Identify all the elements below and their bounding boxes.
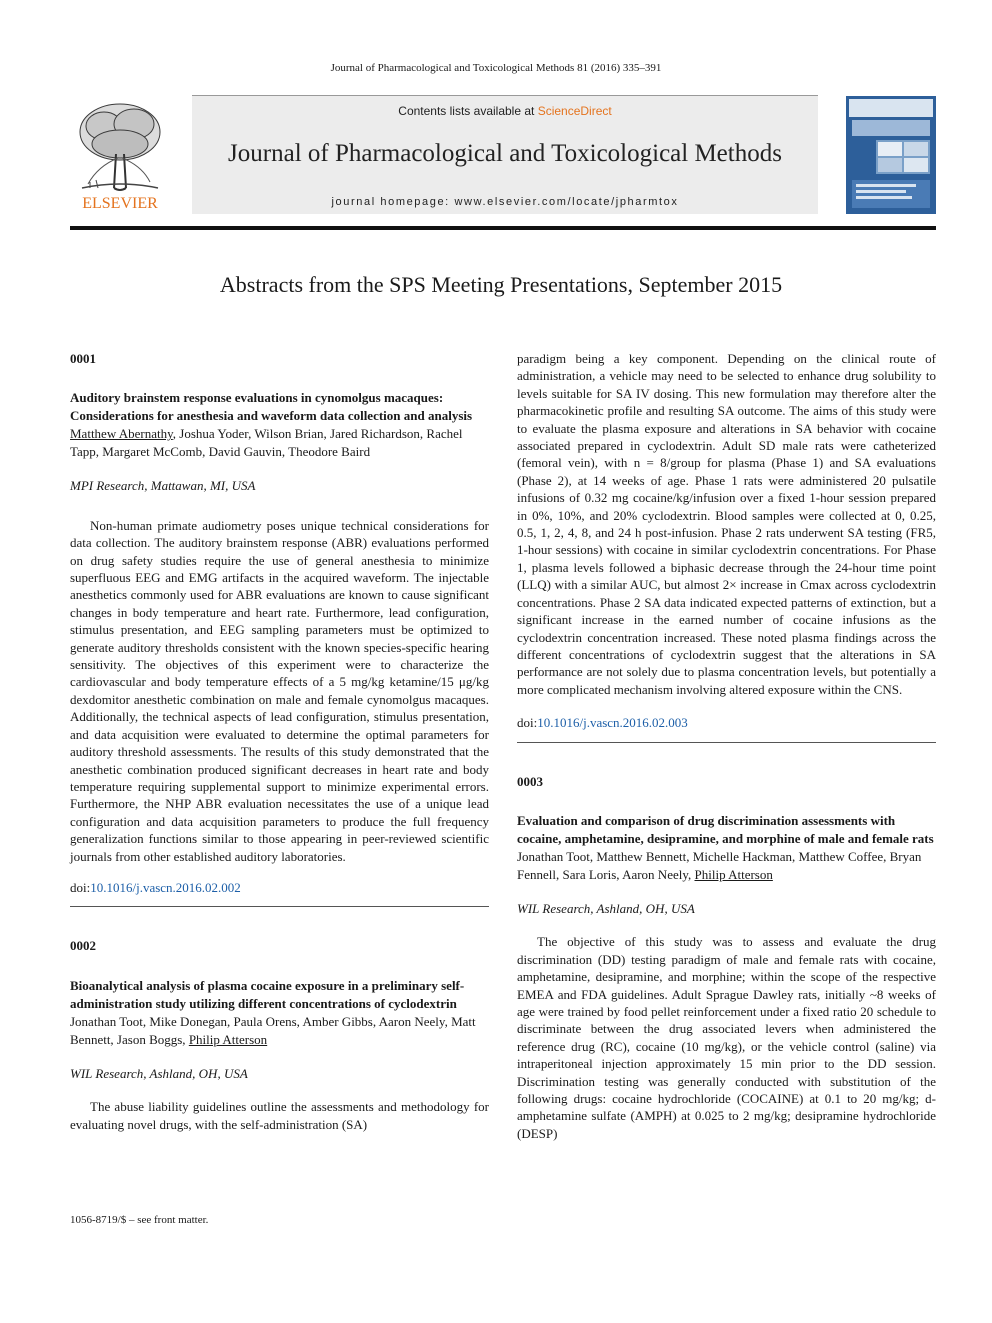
co-authors: , Joshua Yoder, Wilson Brian, Jared Richardson, Rachel Tapp, Margaret McComb, David Gauvin, Theodore Baird — [70, 426, 463, 460]
journal-cover-image — [846, 96, 936, 214]
sciencedirect-link[interactable]: ScienceDirect — [537, 104, 612, 118]
page-title: Abstracts from the SPS Meeting Presentations, September 2015 — [219, 272, 783, 297]
abstract-authors — [70, 425, 489, 461]
presenting-author: Philip Atterson — [694, 866, 773, 882]
abstract-title: Auditory brainstem response evaluations in cynomolgus macaques: Considerations for anesthesia and waveform data collection and analysis — [70, 390, 473, 424]
abstract-authors — [517, 848, 936, 884]
abstract-affiliation: MPI Research, Mattawan, MI, USA — [70, 478, 256, 494]
journal-homepage[interactable]: journal homepage: www.elsevier.com/locate/jpharmtox — [331, 196, 679, 208]
elsevier-wordmark: ELSEVIER — [82, 195, 158, 212]
presenting-author: Philip Atterson — [188, 1031, 268, 1047]
elsevier-tree-icon — [68, 96, 172, 214]
abstract-doi — [70, 879, 489, 896]
right-column — [517, 350, 936, 1142]
journal-cover-icon — [846, 96, 936, 214]
contents-lists-line — [192, 104, 818, 118]
abstract-affiliation: WIL Research, Ashland, OH, USA — [70, 1065, 248, 1081]
abstract-title: Evaluation and comparison of drug discrimination assessments with cocaine, amphetamine, desipramine, and morphine of male and female rats — [517, 812, 934, 846]
abstract-id: 0003 — [517, 773, 543, 789]
abstract-doi — [517, 714, 936, 731]
journal-masthead — [192, 96, 818, 214]
abstract-id: 0002 — [70, 938, 96, 954]
doi-prefix: doi: — [70, 879, 91, 895]
doi-link[interactable]: 10.1016/j.vascn.2016.02.002 — [90, 879, 241, 895]
doi-prefix: doi: — [517, 715, 538, 731]
left-column — [70, 350, 489, 1133]
co-authors: Jonathan Toot, Mike Donegan, Paula Orens, Amber Gibbs, Aaron Neely, Matt Bennett, Jason Boggs, — [70, 1013, 476, 1047]
abstract-body: Non-human primate audiometry poses unique technical considerations for data collection. The auditory brainstem response (ABR) evaluations performed on drug safety studies require the use of general anesthesia to minimize superfluous EEG and EMG artifacts in the acquired waveform. The injectable anesthetics commonly used for ABR evaluations are known to cause significant changes in body temperature and heart rate. Furthermore, lead configuration, stimulus presentation, and EEG sampling parameters must be optimized to generate auditory thresholds consistent with the known species-specific hearing sensitivity. The objectives of this experiment were to characterize the cardiovascular and body temperature effects of a 5 mg/kg ketamine/15 μg/kg dexdomitor anesthetic combination on male and female cynomolgus macaques. Additionally, the technical aspects of lead configuration, stimulus presentation, and data acquisition were evaluated to determine the optimal parameters for auditory threshold assessments. The results of this study demonstrated that the anesthetic combination produced significant decreases in heart rate and body temperature requiring supplemental support to minimize experimental errors. Furthermore, the NHP ABR evaluation necessitates the use of a unique lead configuration and data acquisition parameters to produce the full frequency generalization functions similar to those appearing in peer-reviewed scientific journals from other established auditory laboratories. — [70, 517, 489, 864]
abstract-title: Bioanalytical analysis of plasma cocaine exposure in a preliminary self-administration study utilizing different concentrations of cyclodextrin — [70, 977, 465, 1011]
abstract-body-continued: paradigm being a key component. Depending on the clinical route of administration, a vehicle may need to be selected to enhance drug solubility to levels suitable for SA IV dosing. This new formulation may therefore alter the pharmacokinetic profile and resulting SA outcome. The aims of this study were to evaluate the plasma exposure and alterations in SA behavior with cocaine associated prepared in cyclodextrin. Adult SD male rats were catheterized (femoral vein), with n = 8/group for plasma (Phase 1) and SA evaluations (Phase 2), at 14 weeks of age. Phase 1 rats were administered 20 pulsatile infusions of 0.32 mg cocaine/kg/infusion over a fixed 1-hour session prepared in 0%, 10%, and 20% cyclodextrin. Blood samples were collected at 0, 0.25, 0.5, 1, 2, 4, 8, and 24 h post-infusion. Phase 2 rats underwent SA testing (FR5, 1-hour sessions) with cocaine in similar cyclodextrin concentrations. For Phase 1, plasma levels followed a biphasic decrease through the 24-hour time point (LLQ) with a similar AUC, but almost 2× increase in Cmax across cyclodextrin concentrations. Phase 2 SA data indicated expected patterns of extinction, but a significant increase in the earned number of cocaine infusions as the cyclodextrin concentration increased. These noted plasma findings across the different concentrations of cyclodextrin suggest that the alterations in SA performance are not solely due to plasma concentration levels, but potentially a more complicated mechanism involving altered exposure within the CNS. — [517, 351, 936, 697]
abstract-body-start: The abuse liability guidelines outline the assessments and methodology for evaluating novel drugs, with the self-administration (SA) — [70, 1099, 489, 1132]
elsevier-logo — [68, 96, 172, 214]
co-authors: Jonathan Toot, Matthew Bennett, Michelle Hackman, Matthew Coffee, Bryan Fennell, Sara Loris, Aaron Neely, — [517, 848, 922, 882]
doi-link[interactable]: 10.1016/j.vascn.2016.02.003 — [537, 715, 688, 731]
abstract-id: 0001 — [70, 351, 96, 366]
abstract-affiliation: WIL Research, Ashland, OH, USA — [517, 900, 695, 916]
journal-title: Journal of Pharmacological and Toxicological Methods — [228, 140, 782, 167]
presenting-author: Matthew Abernathy — [70, 426, 173, 442]
front-matter-note: 1056-8719/$ – see front matter. — [70, 1214, 209, 1226]
contents-prefix: Contents lists available at — [398, 104, 538, 118]
header-rule — [70, 226, 936, 230]
abstract-authors — [70, 1013, 489, 1049]
abstract-body: The objective of this study was to assess and evaluate the drug discrimination (DD) testing paradigm of male and female rats with cocaine, amphetamine, desipramine, and morphine; within the scope of the respective EMEA and FDA guidelines. Adult Sprague Dawley rats, initially ~8 weeks of age were trained by food pellet reinforcement under a fixed ratio 20 schedule to discriminate between the drug associated levers when administered the reference drug (RC), cocaine (10 mg/kg), or the vehicle control (saline) via intraperitoneal injection approximately 15 min prior to the DD session. Discrimination testing was generally conducted with substitution of the following drugs: cocaine hydrochloride (COCAINE) at 0.1 to 20 mg/kg; d-amphetamine sulfate (AMPH) at 0.025 to 2 mg/kg; desipramine hydrochloride (DESP) — [517, 934, 936, 1141]
running-citation: Journal of Pharmacological and Toxicological Methods 81 (2016) 335–391 — [330, 62, 662, 74]
